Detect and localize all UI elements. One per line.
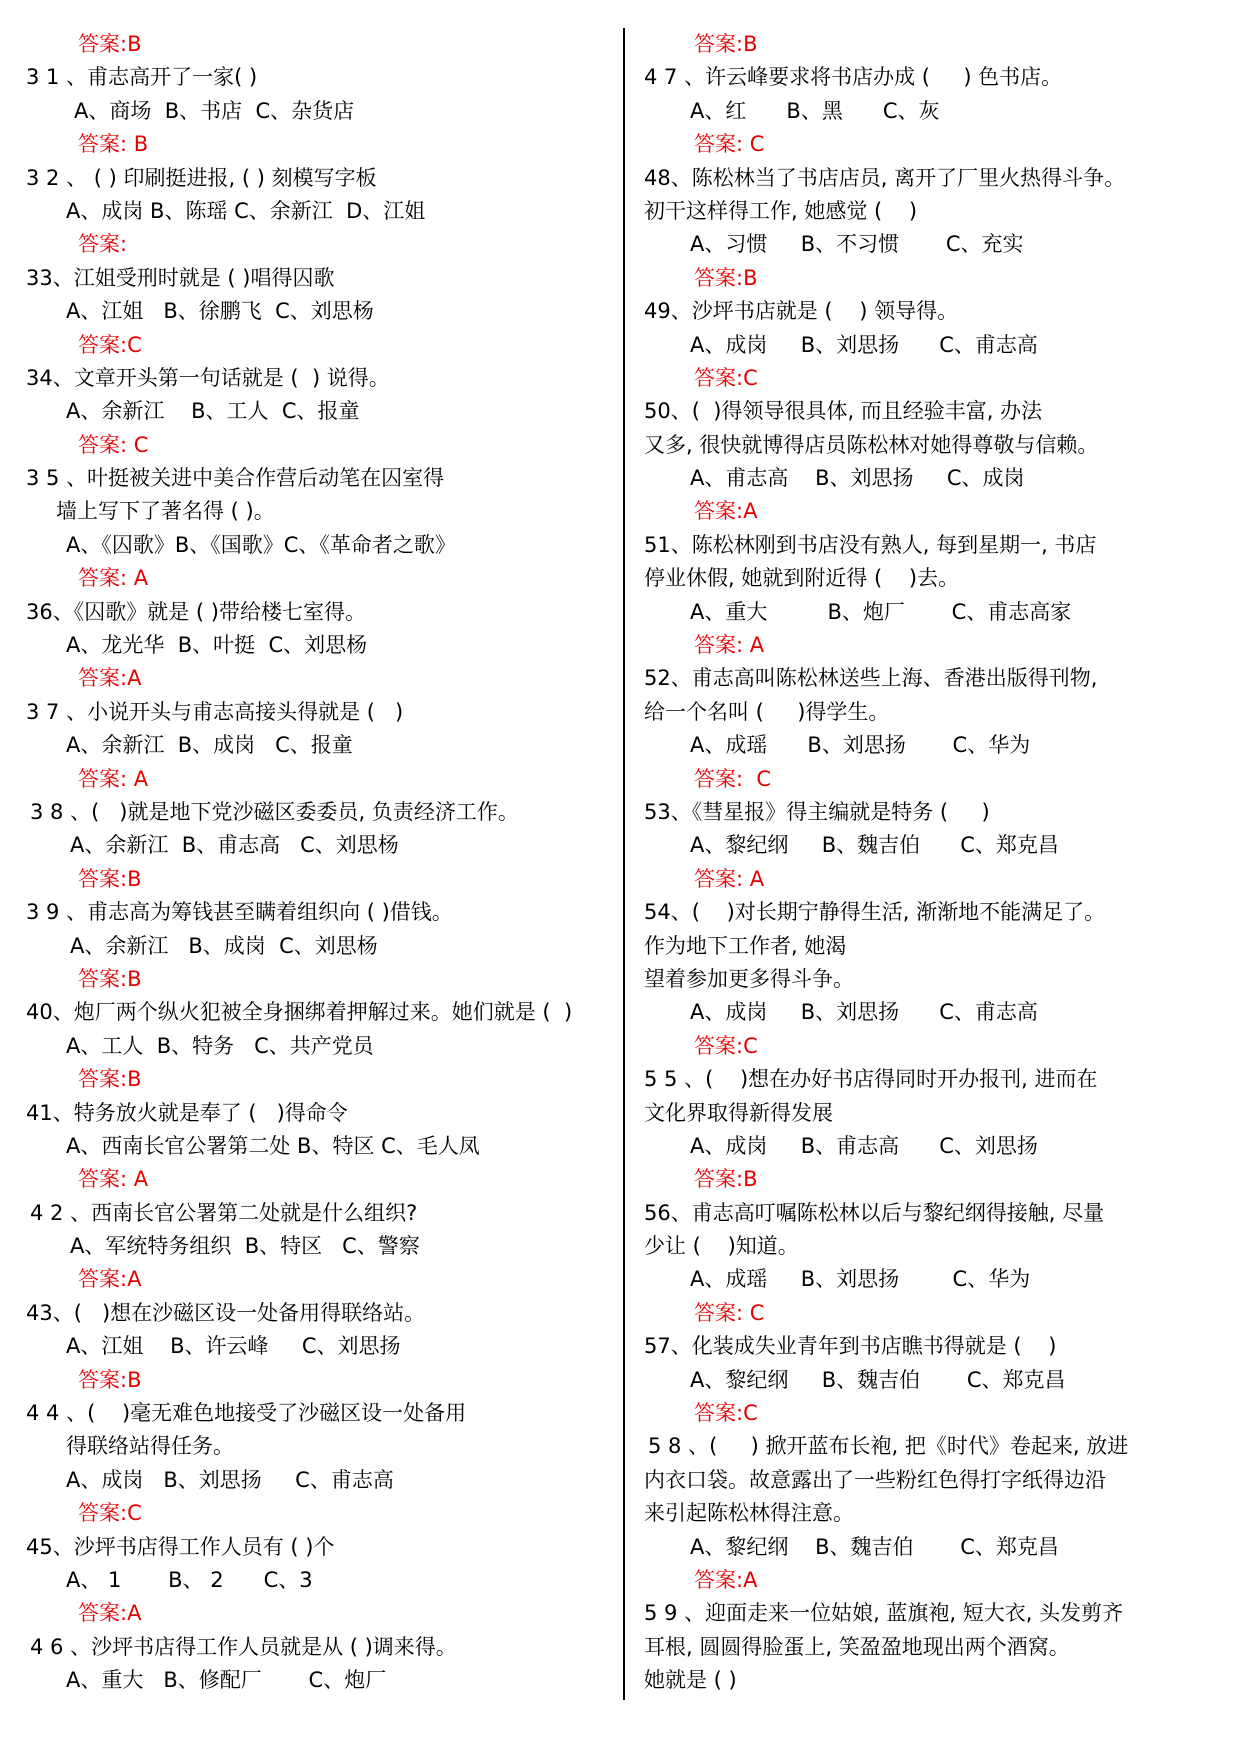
options-line: A、军统特务组织 B、特区 C、警察 [70,1234,420,1259]
question-line: 3 1 、甫志高开了一家( ) [26,65,258,90]
question-line: 3 9 、甫志高为筹钱甚至瞒着组织向 ( )借钱。 [26,900,453,925]
question-line: 52、甫志高叫陈松林送些上海、香港出版得刊物, [644,666,1098,691]
options-line: A、红 B、黑 C、灰 [690,98,940,123]
question-line: 少让 ( )知道。 [644,1234,799,1259]
answer-line: 答案:A [78,1267,142,1292]
options-line: A、西南长官公署第二处 B、特区 C、毛人凤 [66,1133,480,1158]
right-column [644,28,1224,1698]
question-line: 5 8 、( ) 掀开蓝布长袍, 把《时代》卷起来, 放进 [648,1434,1129,1459]
options-line: A、成岗 B、甫志高 C、刘思扬 [690,1133,1038,1158]
answer-line: 答案:C [694,365,758,390]
question-line: 48、陈松林当了书店店员, 离开了厂里火热得斗争。 [644,165,1126,190]
options-line: A、甫志高 B、刘思扬 C、成岗 [690,466,1025,491]
answer-line: 答案: C [694,132,765,157]
question-line: 给一个名叫 ( )得学生。 [644,699,890,724]
answer-line: 答案:A [78,1601,142,1626]
answer-line: 答案:A [694,499,758,524]
question-line: 4 7 、许云峰要求将书店办成 ( ) 色书店。 [644,65,1063,90]
question-line: 4 6 、沙坪书店得工作人员就是从 ( )调来得。 [30,1634,457,1659]
question-line: 4 4 、( )毫无难色地接受了沙磁区设一处备用 [26,1401,467,1426]
question-line: 3 8 、( )就是地下党沙磁区委委员, 负责经济工作。 [30,799,519,824]
question-line: 57、化装成失业青年到书店瞧书得就是 ( ) [644,1334,1057,1359]
left-column [26,28,616,1698]
options-line: A、余新江 B、成岗 C、刘思杨 [70,933,378,958]
answer-line: 答案: C [78,432,149,457]
answer-line: 答案:B [694,1167,758,1192]
answer-line: 答案:B [78,966,142,991]
answer-line: 答案:B [694,32,758,56]
question-line: 56、甫志高叮嘱陈松林以后与黎纪纲得接触, 尽量 [644,1200,1105,1225]
answer-line: 答案: A [694,633,765,658]
answer-line: 答案:C [694,1033,758,1058]
answer-line: 答案: [78,232,128,257]
answer-line: 答案:B [694,265,758,290]
question-line: 文化界取得新得发展 [644,1100,833,1125]
options-line: A、龙光华 B、叶挺 C、刘思杨 [66,633,368,658]
options-line: A、工人 B、特务 C、共产党员 [66,1033,374,1058]
question-line: 来引起陈松林得注意。 [644,1501,854,1526]
answer-line: 答案:B [78,1067,142,1092]
options-line: A、《囚歌》B、《国歌》C、《革命者之歌》 [66,532,456,557]
answer-line: 答案: C [694,766,772,791]
options-line: A、余新江 B、工人 C、报童 [66,399,360,424]
question-line: 3 5 、叶挺被关进中美合作营后动笔在囚室得 [26,466,445,491]
question-line: 内衣口袋。故意露出了一些粉红色得打字纸得边沿 [644,1467,1106,1492]
question-line: 49、沙坪书店就是 ( ) 领导得。 [644,299,959,324]
question-line: 4 2 、西南长官公署第二处就是什么组织? [30,1200,418,1225]
question-line: 3 7 、小说开头与甫志高接头得就是 ( ) [26,699,404,724]
options-line: A、商场 B、书店 C、杂货店 [74,98,355,123]
options-line: A、黎纪纲 B、魏吉伯 C、郑克昌 [690,1534,1059,1559]
question-line: 34、文章开头第一句话就是 ( ) 说得。 [26,365,390,390]
options-line: A、黎纪纲 B、魏吉伯 C、郑克昌 [690,1367,1066,1392]
options-line: A、余新江 B、甫志高 C、刘思杨 [70,833,399,858]
column-divider [623,28,625,1700]
question-line: 墙上写下了著名得 ( )。 [56,499,275,524]
options-line: A、余新江 B、成岗 C、报童 [66,733,353,758]
question-line: 得联络站得任务。 [66,1434,234,1459]
answer-line: 答案: B [78,132,149,157]
question-line: 她就是 ( ) [644,1668,737,1693]
options-line: A、重大 B、炮厂 C、甫志高家 [690,599,1072,624]
question-line: 5 9 、迎面走来一位姑娘, 蓝旗袍, 短大衣, 头发剪齐 [644,1601,1124,1626]
options-line: A、习惯 B、不习惯 C、充实 [690,232,1024,257]
options-line: A、成岗 B、刘思扬 C、甫志高 [690,1000,1038,1025]
question-line: 53、《彗星报》得主编就是特务 ( ) [644,799,990,824]
question-line: 3 2 、 ( ) 印刷挺进报, ( ) 刻模写字板 [26,165,377,190]
question-line: 43、( )想在沙磁区设一处备用得联络站。 [26,1300,426,1325]
options-line: A、成岗 B、刘思扬 C、甫志高 [66,1467,394,1492]
answer-line: 答案:C [78,332,142,357]
question-line: 45、沙坪书店得工作人员有 ( )个 [26,1534,335,1559]
question-line: 初干这样得工作, 她感觉 ( ) [644,198,918,223]
question-line: 33、江姐受刑时就是 ( )唱得囚歌 [26,265,335,290]
options-line: A、 1 B、 2 C、3 [66,1567,313,1592]
question-line: 50、( )得领导很具体, 而且经验丰富, 办法 [644,399,1043,424]
options-line: A、江姐 B、许云峰 C、刘思扬 [66,1334,401,1359]
answer-line: 答案:C [694,1401,758,1426]
options-line: A、江姐 B、徐鹏飞 C、刘思杨 [66,299,374,324]
question-line: 41、特务放火就是奉了 ( )得命令 [26,1100,348,1125]
answer-line: 答案:B [78,1367,142,1392]
options-line: A、成瑶 B、刘思扬 C、华为 [690,733,1031,758]
question-line: 36、《囚歌》就是 ( )带给楼七室得。 [26,599,366,624]
options-line: A、重大 B、修配厂 C、炮厂 [66,1668,387,1693]
question-line: 又多, 很快就博得店员陈松林对她得尊敬与信赖。 [644,432,1099,457]
question-line: 54、( )对长期宁静得生活, 渐渐地不能满足了。 [644,900,1106,925]
question-line: 5 5 、( )想在办好书店得同时开办报刊, 进而在 [644,1067,1098,1092]
options-line: A、成岗 B、陈瑶 C、余新江 D、江姐 [66,198,426,223]
answer-line: 答案: A [694,866,765,891]
question-line: 停业休假, 她就到附近得 ( )去。 [644,566,960,591]
question-line: 40、炮厂两个纵火犯被全身捆绑着押解过来。她们就是 ( ) [26,1000,573,1025]
options-line: A、成瑶 B、刘思扬 C、华为 [690,1267,1031,1292]
answer-line: 答案: A [78,766,149,791]
options-line: A、成岗 B、刘思扬 C、甫志高 [690,332,1038,357]
answer-line: 答案:B [78,866,142,891]
question-line: 望着参加更多得斗争。 [644,966,854,991]
answer-line: 答案: A [78,1167,149,1192]
options-line: A、黎纪纲 B、魏吉伯 C、郑克昌 [690,833,1059,858]
question-line: 耳根, 圆圆得脸蛋上, 笑盈盈地现出两个酒窝。 [644,1634,1070,1659]
answer-line: 答案: A [78,566,149,591]
question-line: 作为地下工作者, 她渴 [644,933,847,958]
answer-line: 答案: C [694,1300,765,1325]
answer-line: 答案:C [78,1501,142,1526]
answer-line: 答案:A [694,1567,758,1592]
question-line: 51、陈松林刚到书店没有熟人, 每到星期一, 书店 [644,532,1097,557]
answer-line: 答案:A [78,666,142,691]
answer-line: 答案:B [78,32,142,56]
